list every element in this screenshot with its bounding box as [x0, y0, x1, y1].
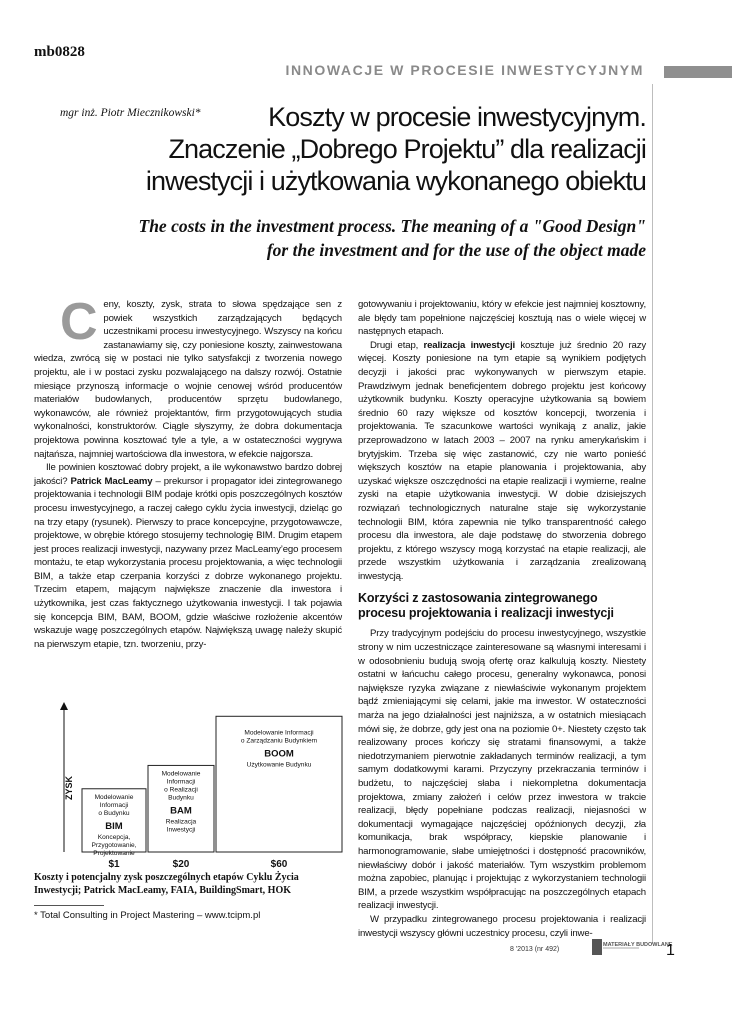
magazine-logo: [592, 938, 673, 956]
title-line: inwestycji i użytkowania wykonanego obiektu: [145, 166, 646, 196]
subheading: Korzyści z zastosowania zintegrowanego procesu projektowania i realizacji inwestycji: [358, 591, 614, 621]
stage-activity: Przygotowanie,: [91, 841, 137, 849]
cost-tick-label: $60: [270, 859, 288, 870]
author: mgr inż. Piotr Miecznikowski*: [60, 107, 201, 119]
article-subtitle: [40, 214, 646, 262]
section-title: INNOWACJE W PROCESIE INWESTYCYJNYM: [285, 62, 644, 78]
text-column-left: [34, 293, 342, 651]
y-axis-arrow: [60, 702, 68, 710]
page-number: 1: [666, 942, 675, 959]
stage-description: Modelowanie: [94, 793, 134, 801]
paragraph: [34, 293, 342, 461]
stage-activity: Koncepcja,: [97, 833, 131, 841]
stage-name: BIM: [105, 820, 123, 832]
stage-activity: Projektowanie: [93, 849, 135, 857]
cost-tick-label: $1: [108, 859, 120, 870]
stage-description: Informacji: [99, 801, 129, 809]
stage-activity: Realizacja: [165, 818, 197, 826]
logo-text: MATERIAŁY BUDOWLANE: [603, 942, 673, 948]
footnote: * Total Consulting in Project Mastering – www.tcipm.pl: [34, 910, 261, 921]
paragraph: Przy tradycyjnym podejściu do procesu inwestycyjnego, wszystkie strony w nim uczestniczące zainteresowane są własnymi interesami i w odosobnieniu budują swoją ofertę oraz kalkulują koszty. Niestety ostatni w łańcuchu całego procesu, generalny wykonawca, ponosi największe ryzyka związane z niewłaściwie wykonanym projektem bądź zmieniającymi się celami, jakie ma inwestor. W ostateczności marża na jego działalności jest najniższa, a w ostatnich miesiącach mówi się, że dobrze, gdy jest ona na poziomie 0+. Niestety często tak realizowany proces kończy się stratami finansowymi, a także niedotrzymaniem pierwotnie zakładanych terminów realizacji, a tym samym dodatkowymi karami. Przyczyny przekraczania terminów i budżetu, to najczęściej słaba i niekompletna dokumentacja projektowa, zmiany założeń i celów przez inwestora w trakcie realizacji, błędy popełniane podczas realizacji, niejasności w dokumentacji wymagające najczęściej opóźnionych decyzji, zła komunikacja, brak współpracy, kiepskie planowanie i harmonogramowanie, słabe umiejętności i dostępność pracowników, niewłaściwy dobór i jakość materiałów. Tym wszystkim problemom można zapobiec, planując i projektując z wykorzystaniem technologii BIM, a przede wszystkim współpracując na poszczególnych etapach realizacji inwestycji.: [358, 628, 646, 912]
title-line: Koszty w procesie inwestycyjnym.: [268, 102, 646, 132]
stage-description: o Budynku: [98, 809, 130, 817]
paragraph: [34, 461, 342, 651]
paragraph: [358, 339, 646, 584]
stage-description: o Realizacji: [164, 786, 198, 794]
stage-description: Budynku: [168, 794, 194, 802]
person-name: Patrick MacLeamy: [70, 475, 153, 487]
stage-activity: Użytkowanie Budynku: [246, 761, 312, 769]
paragraph-text: – prekursor i propagator idei zintegrowanego projektowania i technologii BIM podaje krótki opis poszczególnych kosztów procesu inwestycyjnego, a raczej całego cyklu życia inwestycji, dzieląc go na trzy etapy (rysunek). Pierwszy to prace koncepcyjne, przygotowawcze, projektowe, w obrębie którego stosujemy technologię BIM. Drugim etapem jest proces realizacji inwestycji, nazywany przez MacLeamy’ego procesem montażu, te etap wykorzystania procesu projektowania, a więc technologii BIM, a także etap czerpania korzyści z dobrze wykonanego projektu. Trzecim etapem, mającym największe znaczenie dla inwestora i użytkownika, jest czas faktycznego użytkowania inwestycji. I tak pojawia się koncepcja BIM, BAM, BOOM, gdzie właściwe rozłożenie akcentów wskazuje wagę poszczególnych etapów. Największą uwagę należy skupić na pierwszym etapie, tzn. tworzeniu, przy-: [34, 475, 342, 650]
footnote-rule: [34, 905, 104, 906]
figure-caption: Koszty i potencjalny zysk poszczególnych etapów Cyklu Życia Inwestycji; Patrick MacLeamy, FAIA, BuildingSmart, HOK: [34, 872, 299, 896]
stage-name: BAM: [170, 805, 192, 817]
paragraph: gotowywaniu i projektowaniu, który w efekcie jest najmniej kosztowny, ale błędy tam popełnione najczęściej kosztują nas o wiele więcej w następnych etapach.: [358, 299, 646, 338]
title-line: Znaczenie „Dobrego Projektu” dla realizacji: [168, 134, 646, 164]
stage-description: Modelowanie Informacji: [244, 729, 314, 737]
stage-description: o Zarządzaniu Budynkiem: [240, 737, 318, 745]
paragraph-text: Ile powinien kosztować dobry projekt, a ile wykonawstwo bardzo dobrej jakości?: [34, 462, 342, 487]
subtitle-line: for the investment and for the use of the object made: [266, 240, 646, 260]
stage-name: BOOM: [264, 748, 294, 760]
cost-tick-label: $20: [172, 859, 190, 870]
paragraph: W przypadku zintegrowanego procesu projektowania i realizacji inwestycji wszyscy główni uczestnicy procesu, czyli inwe-: [358, 913, 646, 939]
stage-description: Modelowanie: [161, 770, 201, 778]
bold-term: realizacja inwestycji: [423, 339, 515, 351]
paragraph-text: eny, koszty, zysk, strata to słowa spędzające sen z powiek wszystkich zarządzających będących uczestnikami procesu inwestycyjnego. Wszyscy na końcu zastanawiamy się, czy poniesione koszty, zainwestowana wiedza, zwrócą się w postaci nie tylko satysfakcji z tworzenia nowego projektu, ale i w postaci zysku pozwalającego na dalszy rozwój. Ostatnie miesiące przynoszą informacje o wojnie cenowej wśród producentów materiałów budowlanych, producentów sprzętu budowlanego, wykonawców, ale również projektantów, firm przygotowujących studia wykonalności, konstruktorów. Ciągle słyszymy, że dobra dokumentacja projektowa powinna kosztować tyle a tyle, a w ostateczności wygrywa najtańsza, najmniej wartościowa dla inwestora, w efekcie najgorsza.: [34, 299, 342, 460]
paragraph-text: kosztuje już średnio 20 razy więcej. Koszty poniesione na tym etapie są wynikiem podjętych decyzji i jakości prac wykonywanych w pierwszym etapie. Prawdziwym jednak beneficjentem dobrego projektu jest końcowy użytkownik budynku. Koszty operacyjne użytkowania są bowiem średnio 60 razy większe od kosztów koncepcji, tworzenia i projektowania. Te szacunkowe wartości wynikają z analiz, jakie przeprowadzono w latach 2003 – 2007 na rynku amerykańskim i brytyjskim. Trzeba się więc zastanowić, czy nie warto ponieść większych kosztów na etapie planowania i projektowania, aby uzyskać większe oszczędności na etapie realizacji i wymierne, realne zyski na etapie użytkowania inwestycji. W dobie dzisiejszych rozwiązań technologicznych naturalne staje się wykorzystanie technologii BIM, która zapewnia nie tylko transparentność całego procesu dla inwestora, ale daje podstawę do stworzenia dobrego projektu, z którego wszyscy mogą korzystać na etapie realizacji, ale przede wszystkim użytkowania i zarządzania zrealizowaną inwestycją.: [358, 339, 647, 582]
document-code: mb0828: [34, 44, 85, 60]
stage-description: Informacji: [166, 778, 196, 786]
article-title: [90, 101, 646, 197]
stage-activity: Inwestycji: [166, 826, 196, 834]
side-tab-decoration: [664, 66, 732, 78]
lifecycle-cost-chart: [34, 700, 342, 872]
issue-number: 8 '2013 (nr 492): [510, 946, 560, 953]
text-column-right: [358, 298, 646, 940]
subtitle-line: The costs in the investment process. The meaning of a "Good Design": [138, 216, 646, 236]
drop-cap: C: [60, 293, 98, 351]
column-rule: [652, 84, 653, 944]
paragraph-text: Drugi etap,: [370, 339, 424, 351]
y-axis-label: ZYSK: [64, 775, 74, 801]
